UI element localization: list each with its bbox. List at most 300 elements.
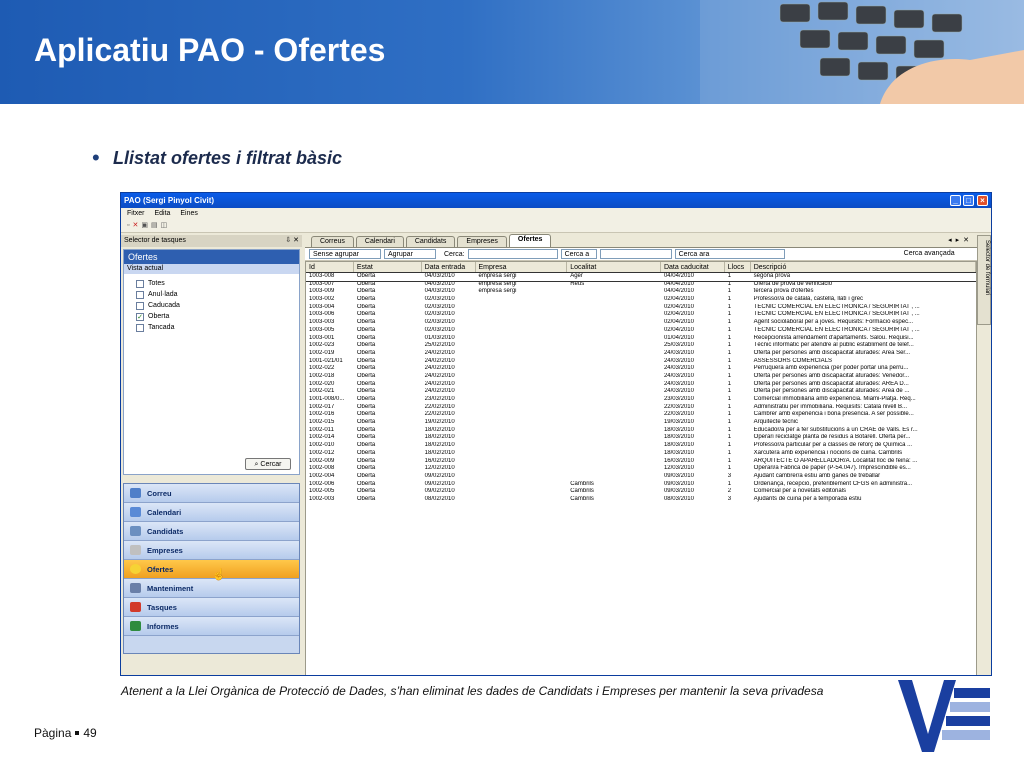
filter-tancada[interactable] xyxy=(124,322,299,333)
search-input[interactable] xyxy=(468,249,558,259)
table-cell: 1 xyxy=(727,457,732,464)
tab-correus[interactable]: Correus xyxy=(311,236,354,247)
table-cell: 02/03/2010 xyxy=(424,319,455,326)
table-row[interactable] xyxy=(306,365,976,373)
table-cell: 1 xyxy=(727,273,732,279)
table-cell: 01/04/2010 xyxy=(663,334,694,341)
table-row[interactable] xyxy=(306,335,976,343)
table-cell: Ager xyxy=(570,273,583,279)
table-cell: TECNIC COMERCIAL EN ELECTRONICA / SEGURIRTAT , ... xyxy=(753,326,920,333)
table-cell: 02/04/2010 xyxy=(663,326,694,333)
table-cell: 1 xyxy=(727,480,732,487)
table-cell: 1002-015 xyxy=(309,419,335,426)
table-cell: 1002-023 xyxy=(309,342,335,349)
pin-close-icon[interactable]: ⇩ ✕ xyxy=(285,237,299,244)
table-cell xyxy=(567,419,661,427)
minimize-icon[interactable]: _ xyxy=(950,195,961,206)
table-cell: Xarcutera amb experiència i nocions de cuina. Cambrils xyxy=(753,449,903,456)
table-row[interactable] xyxy=(306,319,976,327)
table-cell: Oberta xyxy=(356,388,376,395)
menu-fitxer[interactable]: Fitxer xyxy=(127,210,145,217)
table-cell: 1 xyxy=(727,419,732,426)
table-cell: 18/02/2010 xyxy=(424,449,455,456)
table-cell: 1002-016 xyxy=(309,411,335,418)
table-cell: Educador/a per a fer substitucions a un CRAE de Valls. Es r... xyxy=(753,426,918,433)
table-cell: 1002-017 xyxy=(309,403,335,410)
table-cell xyxy=(476,335,568,343)
group-select[interactable] xyxy=(309,249,381,259)
table-cell: Oberta xyxy=(356,342,376,349)
table-row[interactable] xyxy=(306,404,976,412)
table-cell: 18/02/2010 xyxy=(424,426,455,433)
table-cell: 22/03/2010 xyxy=(663,403,694,410)
table-cell: ARQUITECTE O APARELLADOR/A. Localitat lloc de feina: ... xyxy=(753,457,918,464)
page-footer xyxy=(34,726,97,740)
table-cell xyxy=(476,311,568,319)
table-cell: TECNIC COMERCIAL EN ELECTRONICA / SEGURIRTAT , ... xyxy=(753,311,920,318)
table-cell: ASSESSORS COMERCIALS xyxy=(753,357,833,364)
table-cell: 1002-018 xyxy=(309,372,335,379)
slide-header xyxy=(0,0,1024,104)
main-pane xyxy=(305,235,977,676)
table-cell: 04/03/2010 xyxy=(424,288,455,295)
nav-empreses[interactable] xyxy=(124,541,299,560)
table-row[interactable] xyxy=(306,327,976,335)
table-cell xyxy=(476,404,568,412)
table-cell: TECNIC COMERCIAL EN ELECTRONICA / SEGURIRTAT , ... xyxy=(753,303,920,310)
table-cell: Oberta xyxy=(356,426,376,433)
table-row[interactable] xyxy=(306,481,976,489)
table-cell: 1 xyxy=(727,403,732,410)
table-cell: segona prova xyxy=(753,273,791,279)
window-titlebar xyxy=(121,193,991,208)
table-cell xyxy=(567,335,661,343)
table-cell: Oberta xyxy=(356,488,376,495)
table-cell: 24/03/2010 xyxy=(663,365,694,372)
table-cell: 1002-008 xyxy=(309,465,335,472)
table-cell: Operari/a Fàbrica de paper (P-54.047). Imprescindible es... xyxy=(753,465,911,472)
table-cell: 1002-005 xyxy=(309,488,335,495)
table-cell: 09/03/2010 xyxy=(663,472,694,479)
table-cell xyxy=(567,388,661,396)
keyboard-image xyxy=(700,0,1024,104)
table-cell xyxy=(476,358,568,366)
table-row[interactable] xyxy=(306,458,976,466)
table-cell: 1 xyxy=(727,357,732,364)
table-cell: 09/02/2010 xyxy=(424,472,455,479)
table-cell: 12/03/2010 xyxy=(663,465,694,472)
nav-label: Candidats xyxy=(147,526,184,536)
table-row[interactable] xyxy=(306,419,976,427)
table-cell: 18/03/2010 xyxy=(663,426,694,433)
table-cell: Oberta xyxy=(356,311,376,318)
app-window xyxy=(120,192,992,676)
table-cell: Oberta xyxy=(356,449,376,456)
filter-totes[interactable] xyxy=(124,278,299,289)
table-cell: 1 xyxy=(727,326,732,333)
table-cell xyxy=(476,411,568,419)
table-cell: Ajudants de cuina per a temporada estiu xyxy=(753,495,862,502)
table-cell: 04/03/2010 xyxy=(424,273,455,279)
search-in-label: Cerca a xyxy=(564,251,590,258)
table-cell: 18/02/2010 xyxy=(424,434,455,441)
table-cell: 1003-005 xyxy=(309,326,335,333)
table-cell: 04/04/2010 xyxy=(663,288,694,295)
table-cell: Operari reciclatge planta de residus a Botarell. Oferta per... xyxy=(753,434,911,441)
table-cell: 24/03/2010 xyxy=(663,388,694,395)
checkbox-icon[interactable] xyxy=(136,302,144,310)
grid-header xyxy=(306,262,976,273)
table-row[interactable] xyxy=(306,488,976,496)
table-cell xyxy=(476,481,568,489)
advanced-search-label: Cerca avançada xyxy=(903,250,955,257)
table-cell: Oferta de prova de verificació xyxy=(753,280,833,287)
table-cell: 24/03/2010 xyxy=(663,372,694,379)
table-cell: 1 xyxy=(727,449,732,456)
nav-label: Tasques xyxy=(147,602,177,612)
table-row[interactable] xyxy=(306,450,976,458)
left-pane xyxy=(121,235,302,676)
nav-label: Manteniment xyxy=(147,583,194,593)
table-row[interactable] xyxy=(306,473,976,481)
tab-controls-icon[interactable]: ◂▸✕ xyxy=(948,237,973,244)
table-cell: Administratiu per immobiliària. Requisits: Català nivell B... xyxy=(753,403,908,410)
table-cell xyxy=(567,450,661,458)
table-cell: Oberta xyxy=(356,280,376,287)
table-cell xyxy=(567,296,661,304)
page-label: Pàgina xyxy=(34,726,72,740)
filter-label: Caducada xyxy=(148,302,180,309)
table-cell: 24/02/2010 xyxy=(424,372,455,379)
table-cell: Oferta per persones amb discapacitat aturades: Venedor... xyxy=(753,372,910,379)
table-cell: empresa sergi xyxy=(478,288,517,295)
table-row[interactable] xyxy=(306,434,976,442)
institution-logo xyxy=(898,680,990,752)
table-cell: 23/02/2010 xyxy=(424,396,455,402)
checkbox-icon[interactable] xyxy=(136,280,144,288)
nav-correu[interactable] xyxy=(124,484,299,503)
table-cell: 1 xyxy=(727,442,732,449)
table-cell xyxy=(476,419,568,427)
table-cell xyxy=(476,327,568,335)
table-cell: 04/04/2010 xyxy=(663,280,694,287)
table-cell: 1001-021/01 xyxy=(309,357,343,364)
menu-edita[interactable]: Edita xyxy=(154,210,171,217)
tools-icon xyxy=(130,583,141,593)
group-button-label: Agrupar xyxy=(388,251,413,258)
column-header[interactable]: Id xyxy=(306,262,354,272)
table-row[interactable] xyxy=(306,373,976,381)
table-cell: 02/04/2010 xyxy=(663,311,694,318)
table-cell: Recepcionista arrendament d'apartaments. Salou. Requisi... xyxy=(753,334,914,341)
search-now-button[interactable] xyxy=(675,249,785,259)
column-header[interactable]: Empresa xyxy=(476,262,568,272)
table-row[interactable] xyxy=(306,296,976,304)
table-cell xyxy=(567,411,661,419)
nav-tasques[interactable] xyxy=(124,598,299,617)
tab-candidats[interactable]: Candidats xyxy=(406,236,456,247)
table-cell: Ordenança, recepció, preferiblement CFGS en administra... xyxy=(753,480,913,487)
table-cell xyxy=(476,442,568,450)
tab-empreses[interactable]: Empreses xyxy=(457,236,507,247)
table-cell: Comercial per a novetats editorials xyxy=(753,488,847,495)
table-row[interactable] xyxy=(306,396,976,404)
table-cell: 24/02/2010 xyxy=(424,380,455,387)
advanced-search-link[interactable] xyxy=(788,249,958,259)
table-row[interactable] xyxy=(306,381,976,389)
table-cell: 02/04/2010 xyxy=(663,303,694,310)
table-cell xyxy=(476,396,568,404)
table-cell: Oberta xyxy=(356,442,376,449)
search-button[interactable] xyxy=(245,458,291,470)
table-cell xyxy=(476,450,568,458)
table-cell: Cambrer amb experiència i bona presència. A ser possible... xyxy=(753,411,914,418)
table-cell: 1 xyxy=(727,288,732,295)
table-cell xyxy=(567,327,661,335)
table-cell xyxy=(476,319,568,327)
table-cell: 1002-006 xyxy=(309,480,335,487)
filter-bar xyxy=(305,248,977,261)
table-cell xyxy=(476,427,568,435)
grid-body xyxy=(306,273,976,504)
table-cell: 1003-008 xyxy=(309,273,335,279)
table-row[interactable] xyxy=(306,465,976,473)
table-cell xyxy=(476,388,568,396)
tab-bar xyxy=(305,235,977,248)
table-cell: 16/02/2010 xyxy=(424,457,455,464)
table-cell: 1003-002 xyxy=(309,296,335,303)
table-cell: 1002-019 xyxy=(309,349,335,356)
checkbox-checked-icon[interactable]: ✓ xyxy=(137,313,143,321)
table-cell: 09/03/2010 xyxy=(663,488,694,495)
navigation-pane xyxy=(123,483,300,654)
table-cell: Oberta xyxy=(356,288,376,295)
column-header[interactable]: Estat xyxy=(354,262,422,272)
column-header[interactable]: Data caducitat xyxy=(661,262,725,272)
table-cell xyxy=(567,473,661,481)
menu-eines[interactable]: Eines xyxy=(180,210,198,217)
table-cell: 1 xyxy=(727,311,732,318)
table-cell: Oberta xyxy=(356,380,376,387)
table-cell xyxy=(567,458,661,466)
print-icon[interactable]: ▤ xyxy=(150,222,161,229)
offers-panel-title: Ofertes xyxy=(124,250,299,264)
table-cell xyxy=(476,350,568,358)
table-cell: 1 xyxy=(727,319,732,326)
slide-title: Aplicatiu PAO - Ofertes xyxy=(34,32,386,68)
group-button[interactable] xyxy=(384,249,436,259)
toolbar xyxy=(121,219,991,233)
table-row[interactable] xyxy=(306,350,976,358)
table-cell: 1002-003 xyxy=(309,495,335,502)
table-cell: 1002-012 xyxy=(309,449,335,456)
table-cell: empresa sergi xyxy=(478,273,517,279)
table-cell xyxy=(476,296,568,304)
checkbox-icon[interactable] xyxy=(136,291,144,299)
table-cell: 22/02/2010 xyxy=(424,403,455,410)
task-selector-header xyxy=(121,235,302,247)
table-cell xyxy=(567,427,661,435)
search-now-label: Cerca ara xyxy=(678,251,710,258)
nav-label: Correu xyxy=(147,488,172,498)
table-cell: 25/02/2010 xyxy=(424,342,455,349)
table-cell: 25/03/2010 xyxy=(663,342,694,349)
table-cell xyxy=(567,381,661,389)
new-icon[interactable]: ▫ xyxy=(127,222,133,229)
table-cell: Oberta xyxy=(356,357,376,364)
table-cell: Cambrils xyxy=(570,488,594,495)
table-cell: 3 xyxy=(727,495,732,502)
table-row[interactable] xyxy=(306,273,976,281)
checkbox-icon[interactable] xyxy=(136,324,144,332)
table-row[interactable] xyxy=(306,288,976,296)
filter-label: Totes xyxy=(148,280,165,287)
nav-informes[interactable] xyxy=(124,617,299,636)
table-cell: 1 xyxy=(727,388,732,395)
companies-icon xyxy=(130,545,141,555)
table-row[interactable] xyxy=(306,304,976,312)
calendar-icon xyxy=(130,507,141,517)
table-cell: Oberta xyxy=(356,303,376,310)
column-header[interactable]: Data entrada xyxy=(422,262,476,272)
table-cell: 1003-009 xyxy=(309,288,335,295)
nav-candidats[interactable] xyxy=(124,522,299,541)
table-cell: Oberta xyxy=(356,372,376,379)
table-cell: Oberta xyxy=(356,273,376,279)
search-icon: ⌕ xyxy=(254,461,259,468)
table-cell: 09/02/2010 xyxy=(424,480,455,487)
table-cell: 1002-009 xyxy=(309,457,335,464)
copy-icon[interactable]: ▣ xyxy=(141,222,151,229)
table-row[interactable] xyxy=(306,442,976,450)
close-icon[interactable]: × xyxy=(977,195,988,206)
table-cell: Cambrils xyxy=(570,480,594,487)
table-cell xyxy=(567,350,661,358)
table-cell: Professor/a de català, castellà, llatí i grec xyxy=(753,296,864,303)
table-cell: Oberta xyxy=(356,396,376,402)
table-cell: 19/03/2010 xyxy=(663,419,694,426)
filter-caducada[interactable] xyxy=(124,300,299,311)
table-row[interactable] xyxy=(306,411,976,419)
table-row[interactable] xyxy=(306,311,976,319)
table-cell: Oberta xyxy=(356,326,376,333)
table-cell: 19/02/2010 xyxy=(424,419,455,426)
nav-label: Calendari xyxy=(147,507,182,517)
task-selector-title: Selector de tasques xyxy=(124,237,186,244)
table-row[interactable] xyxy=(306,358,976,366)
tab-ofertes[interactable]: Ofertes xyxy=(509,234,552,247)
table-cell: 24/03/2010 xyxy=(663,349,694,356)
table-cell: 24/03/2010 xyxy=(663,380,694,387)
square-bullet-icon xyxy=(75,731,79,735)
table-cell: 1 xyxy=(727,349,732,356)
table-cell: 1003-001 xyxy=(309,334,335,341)
table-cell: 1 xyxy=(727,465,732,472)
table-cell: 02/03/2010 xyxy=(424,296,455,303)
table-cell: 18/03/2010 xyxy=(663,442,694,449)
table-cell: Arquitecte tècnic xyxy=(753,419,799,426)
table-cell: 1002-010 xyxy=(309,442,335,449)
table-cell: 12/02/2010 xyxy=(424,465,455,472)
table-cell: Oberta xyxy=(356,365,376,372)
table-cell: 3 xyxy=(727,472,732,479)
table-cell: 22/03/2010 xyxy=(663,411,694,418)
table-cell xyxy=(567,288,661,296)
mail-icon xyxy=(130,488,141,498)
preview-icon[interactable]: ◫ xyxy=(160,222,171,229)
table-cell xyxy=(476,304,568,312)
nav-manteniment[interactable] xyxy=(124,579,299,598)
table-cell: 02/03/2010 xyxy=(424,326,455,333)
bullet-text: Llistat ofertes i filtrat bàsic xyxy=(113,148,343,168)
search-button-label: Cercar xyxy=(260,461,282,468)
table-cell: Oberta xyxy=(356,472,376,479)
column-header[interactable]: Localitat xyxy=(567,262,661,272)
table-cell: 02/03/2010 xyxy=(424,311,455,318)
table-cell xyxy=(567,365,661,373)
search-in-input[interactable] xyxy=(600,249,672,259)
table-cell: 16/03/2010 xyxy=(663,457,694,464)
table-cell: 09/03/2010 xyxy=(663,480,694,487)
table-cell: 22/02/2010 xyxy=(424,411,455,418)
table-cell: 1003-003 xyxy=(309,319,335,326)
nav-ofertes[interactable] xyxy=(124,560,299,579)
table-cell: 1003-007 xyxy=(309,280,335,287)
table-cell: Oberta xyxy=(356,419,376,426)
table-cell: 1 xyxy=(727,280,732,287)
tab-calendari[interactable]: Calendari xyxy=(356,236,404,247)
filter-label: Anul·lada xyxy=(148,291,178,298)
table-cell: 1002-011 xyxy=(309,426,334,433)
maximize-icon[interactable]: □ xyxy=(963,195,974,206)
column-header[interactable]: Descripció xyxy=(751,262,976,272)
nav-calendari[interactable] xyxy=(124,503,299,522)
table-cell: Reus xyxy=(570,280,585,287)
table-cell: 24/02/2010 xyxy=(424,357,455,364)
offers-grid xyxy=(305,261,977,676)
table-cell: 09/02/2010 xyxy=(424,488,455,495)
table-cell: Tècnic informàtic per atendre al públic establiment de telef... xyxy=(753,342,914,349)
filter-oberta[interactable] xyxy=(124,311,299,322)
current-view-label: Vista actual xyxy=(124,264,299,274)
privacy-notice: Atenent a la Llei Orgànica de Protecció de Dades, s’han eliminat les dades de Candidats i Empreses per mantenir la seva privadesa xyxy=(121,684,824,698)
table-cell: 1002-004 xyxy=(309,472,335,479)
delete-icon[interactable]: ✕ xyxy=(132,222,142,229)
table-cell: 24/02/2010 xyxy=(424,365,455,372)
task-selector-panel xyxy=(123,249,300,475)
table-cell xyxy=(567,434,661,442)
table-cell: 08/02/2010 xyxy=(424,495,455,502)
table-row[interactable] xyxy=(306,427,976,435)
table-cell: Oberta xyxy=(356,457,376,464)
search-label: Cerca: xyxy=(444,250,465,258)
table-row[interactable] xyxy=(306,281,976,289)
table-row[interactable] xyxy=(306,388,976,396)
table-cell: 1 xyxy=(727,296,732,303)
table-cell xyxy=(476,473,568,481)
nav-label: Ofertes xyxy=(147,564,174,574)
table-cell: Oferta per persones amb discapacitat aturades: Area Ser... xyxy=(753,349,911,356)
filter-anullada[interactable] xyxy=(124,289,299,300)
table-cell: 1003-004 xyxy=(309,303,335,310)
table-cell xyxy=(567,465,661,473)
table-cell xyxy=(476,342,568,350)
form-selector-tab[interactable]: Selector de formulari xyxy=(977,235,991,325)
search-in-select[interactable] xyxy=(561,249,597,259)
column-header[interactable]: Llocs xyxy=(725,262,751,272)
table-row[interactable] xyxy=(306,496,976,504)
table-row[interactable] xyxy=(306,342,976,350)
